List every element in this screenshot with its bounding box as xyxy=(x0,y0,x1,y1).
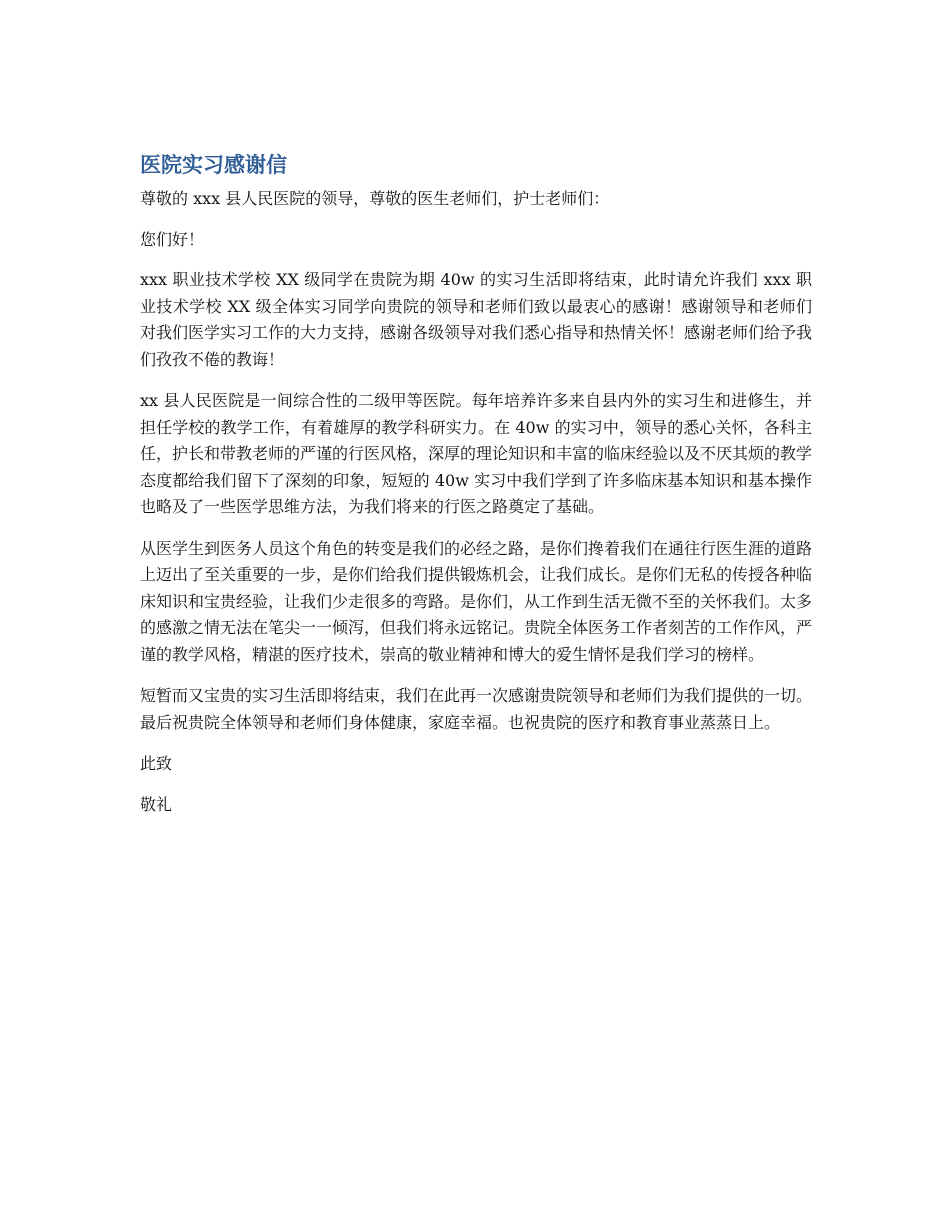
paragraph-1: xxx 职业技术学校 XX 级同学在贵院为期 40w 的实习生活即将结束，此时请允许我们 xxx 职业技术学校 XX 级全体实习同学向贵院的领导和老师们致以最衷心的感谢！感谢领导和老师们对我们医学实习工作的大力支持，感谢各级领导对我们悉心指导和热情关怀！感谢老师们给予我们孜孜不倦的教诲！ xyxy=(140,270,813,369)
letter-closing: 此致 xyxy=(140,754,173,773)
letter-greeting: 您们好！ xyxy=(140,229,205,249)
letter-salutation: 尊敬的 xxx 县人民医院的领导，尊敬的医生老师们，护士老师们： xyxy=(140,189,610,208)
letter-regards: 敬礼 xyxy=(140,794,173,814)
paragraph-4: 短暂而又宝贵的实习生活即将结束，我们在此再一次感谢贵院领导和老师们为我们提供的一切。最后祝贵院全体领导和老师们身体健康，家庭幸福。也祝贵院的医疗和教育事业蒸蒸日上。 xyxy=(140,686,813,732)
document-title: 医院实习感谢信 xyxy=(140,153,287,177)
letter-body xyxy=(140,150,812,833)
paragraph-2: xx 县人民医院是一间综合性的二级甲等医院。每年培养许多来自县内外的实习生和进修生，并担任学校的教学工作，有着雄厚的教学科研实力。在 40w 的实习中，领导的悉心关怀，各科主任，护长和带教老师的严谨的行医风格，深厚的理论知识和丰富的临床经验以及不厌其烦的教学态度都给我们留下了深刻的印象，短短的 40w 实习中我们学到了许多临床基本知识和基本操作也略及了一些医学思维方法，为我们将来的行医之路奠定了基础。 xyxy=(140,391,813,516)
paragraph-3: 从医学生到医务人员这个角色的转变是我们的必经之路，是你们搀着我们在通往行医生涯的道路上迈出了至关重要的一步，是你们给我们提供锻炼机会，让我们成长。是你们无私的传授各种临床知识和宝贵经验，让我们少走很多的弯路。是你们，从工作到生活无微不至的关怀我们。太多的感激之情无法在笔尖一一倾泻，但我们将永远铭记。贵院全体医务工作者刻苦的工作作风，严谨的教学风格，精湛的医疗技术，崇高的敬业精神和博大的爱生情怀是我们学习的榜样。 xyxy=(140,538,813,664)
